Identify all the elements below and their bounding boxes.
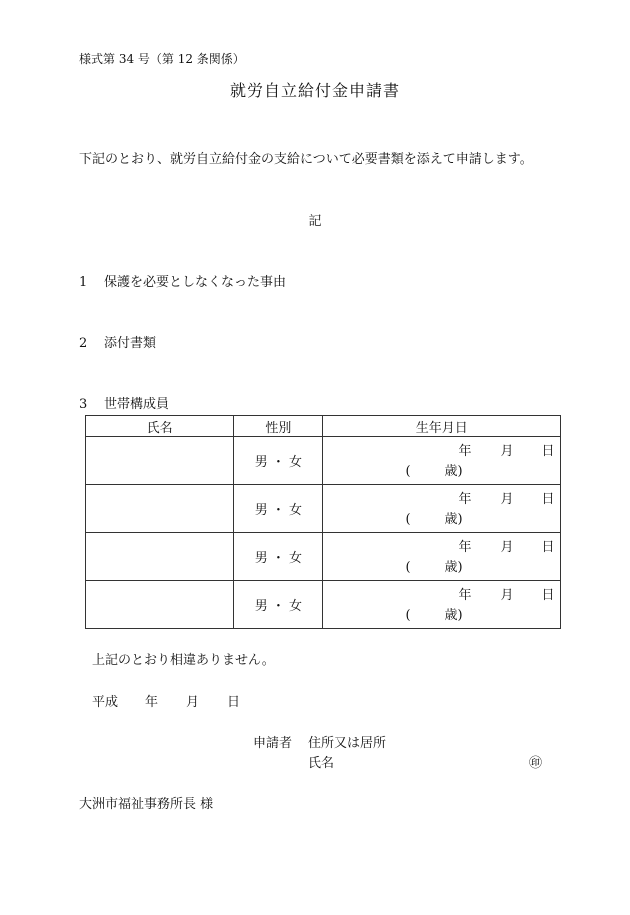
birthdate-field[interactable] (323, 437, 561, 485)
age-paren-open: ( (405, 608, 411, 623)
age-label: 歳) (444, 464, 463, 479)
member-name-field[interactable] (86, 437, 234, 485)
month-label: 月 (500, 444, 514, 459)
member-name-field[interactable] (86, 485, 234, 533)
date-day-label: 日 (227, 695, 241, 710)
address-field-label: 住所又は居所 (308, 736, 387, 751)
month-label: 月 (500, 540, 514, 555)
member-name-field[interactable] (86, 533, 234, 581)
day-label: 日 (541, 492, 555, 507)
table-row (86, 533, 561, 581)
table-row (86, 437, 561, 485)
age-paren-open: ( (405, 512, 411, 527)
birthdate-field[interactable] (323, 485, 561, 533)
member-name-field[interactable] (86, 581, 234, 629)
table-row (86, 581, 561, 629)
section-1-label: 保護を必要としなくなった事由 (104, 275, 287, 290)
form-number: 様式第 34 号（第 12 条関係） (79, 52, 245, 66)
date-year-label: 年 (145, 695, 159, 710)
name-field-label: 氏名 (308, 756, 335, 771)
month-label: 月 (500, 588, 514, 603)
date-era: 平成 (92, 695, 119, 710)
month-label: 月 (500, 492, 514, 507)
confirmation-text: 上記のとおり相違ありません。 (92, 653, 275, 668)
birthdate-field[interactable] (323, 581, 561, 629)
section-2-label: 添付書類 (104, 336, 157, 351)
header-sex: 性別 (234, 416, 323, 437)
intro-text: 下記のとおり、就労自立給付金の支給について必要書類を添えて申請します。 (79, 152, 533, 167)
year-label: 年 (458, 444, 472, 459)
ki-heading: 記 (308, 214, 322, 229)
document-title: 就労自立給付金申請書 (229, 81, 400, 100)
sex-choice[interactable]: 男 ・ 女 (234, 581, 323, 629)
date-month-label: 月 (186, 695, 200, 710)
sex-choice[interactable]: 男 ・ 女 (234, 437, 323, 485)
applicant-label: 申請者 (253, 736, 293, 751)
household-members-table (85, 415, 561, 629)
age-label: 歳) (444, 608, 463, 623)
year-label: 年 (458, 492, 472, 507)
year-label: 年 (458, 540, 472, 555)
birthdate-field[interactable] (323, 533, 561, 581)
age-label: 歳) (444, 560, 463, 575)
addressee: 大洲市福祉事務所長 様 (79, 797, 214, 812)
table-header-row (86, 416, 561, 437)
age-label: 歳) (444, 512, 463, 527)
header-birthdate: 生年月日 (323, 416, 561, 437)
section-1-number: 1 (79, 275, 88, 290)
age-paren-open: ( (405, 560, 411, 575)
day-label: 日 (541, 588, 555, 603)
age-paren-open: ( (405, 464, 411, 479)
table-row (86, 485, 561, 533)
year-label: 年 (458, 588, 472, 603)
section-2-number: 2 (79, 336, 88, 351)
sex-choice[interactable]: 男 ・ 女 (234, 485, 323, 533)
seal-mark: ㊞ (529, 756, 543, 771)
day-label: 日 (541, 444, 555, 459)
header-name: 氏名 (86, 416, 234, 437)
sex-choice[interactable]: 男 ・ 女 (234, 533, 323, 581)
section-3-number: 3 (79, 397, 88, 412)
day-label: 日 (541, 540, 555, 555)
section-3-label: 世帯構成員 (104, 397, 170, 412)
